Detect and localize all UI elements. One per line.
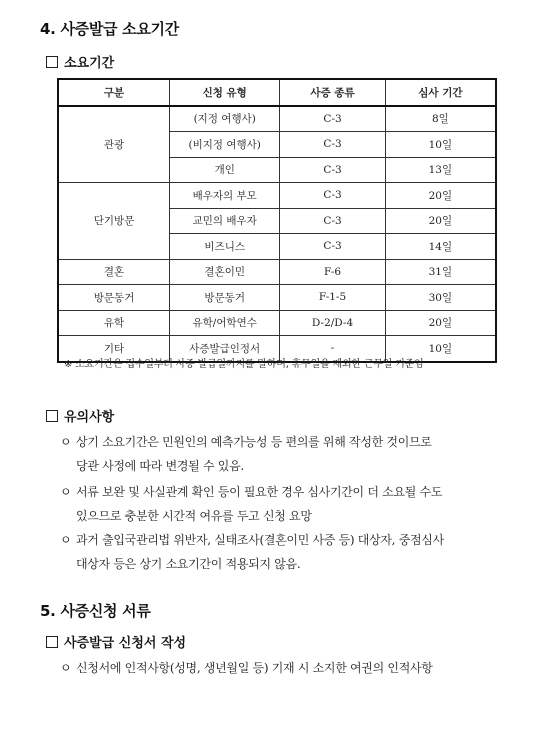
section-4-title: 4. 사증발급 소요기간 — [40, 20, 179, 38]
notice-text-line2: 있으므로 충분한 시간적 여유를 두고 신청 요망 — [76, 509, 312, 523]
notice-item — [60, 528, 520, 576]
table-row — [58, 106, 496, 132]
table-row — [58, 285, 496, 311]
category-cell: 관광 — [58, 106, 170, 183]
type-cell: 사증발급인정서 — [170, 336, 280, 362]
bullet-circle-icon: ㅇ — [60, 533, 72, 547]
period-cell: 10일 — [385, 336, 496, 362]
type-cell: 비즈니스 — [170, 234, 280, 260]
visa-cell: D-2/D-4 — [280, 310, 385, 336]
application-form-subtitle — [46, 632, 186, 651]
visa-cell: F-6 — [280, 259, 385, 285]
processing-period-table — [57, 78, 497, 363]
type-cell: 유학/어학연수 — [170, 310, 280, 336]
header-application-type: 신청 유형 — [170, 79, 280, 106]
form-instruction-item — [60, 656, 520, 680]
visa-cell: C-3 — [280, 183, 385, 209]
type-cell: 배우자의 부모 — [170, 183, 280, 209]
bullet-circle-icon: ㅇ — [60, 485, 72, 499]
period-cell: 30일 — [385, 285, 496, 311]
type-cell: (비지정 여행사) — [170, 132, 280, 158]
notice-text-line1: 서류 보완 및 사실관계 확인 등이 필요한 경우 심사기간이 더 소요될 수도 — [76, 485, 443, 499]
header-review-period: 심사 기간 — [385, 79, 496, 106]
section-5-title: 5. 사증신청 서류 — [40, 602, 151, 620]
bullet-circle-icon: ㅇ — [60, 661, 72, 675]
visa-cell: C-3 — [280, 234, 385, 260]
period-cell: 8일 — [385, 106, 496, 132]
category-cell: 단기방문 — [58, 183, 170, 260]
category-cell: 유학 — [58, 310, 170, 336]
subtitle-text: 유의사항 — [64, 410, 115, 425]
visa-cell: F-1-5 — [280, 285, 385, 311]
period-cell: 20일 — [385, 310, 496, 336]
type-cell: 방문동거 — [170, 285, 280, 311]
bullet-circle-icon: ㅇ — [60, 435, 72, 449]
subtitle-text: 소요기간 — [64, 56, 115, 71]
table-row — [58, 310, 496, 336]
notice-text-line1: 과거 출입국관리법 위반자, 실태조사(결혼이민 사증 등) 대상자, 중점심사 — [76, 533, 444, 547]
table-header-row — [58, 79, 496, 106]
checkbox-square-icon — [46, 56, 58, 68]
notice-subtitle — [46, 406, 114, 425]
checkbox-square-icon — [46, 636, 58, 648]
notice-text-line2: 당관 사정에 따라 변경될 수 있음. — [76, 459, 244, 473]
notice-item — [60, 430, 520, 478]
notice-item — [60, 480, 520, 528]
header-category: 구분 — [58, 79, 170, 106]
visa-cell: C-3 — [280, 106, 385, 132]
period-cell: 10일 — [385, 132, 496, 158]
visa-cell: C-3 — [280, 208, 385, 234]
header-visa-type: 사증 종류 — [280, 79, 385, 106]
type-cell: 교민의 배우자 — [170, 208, 280, 234]
visa-cell: C-3 — [280, 132, 385, 158]
notice-text-line2: 대상자 등은 상기 소요기간이 적용되지 않음. — [76, 557, 301, 571]
subtitle-text: 사증발급 신청서 작성 — [64, 636, 187, 651]
notice-text-line1: 상기 소요기간은 민원인의 예측가능성 등 편의를 위해 작성한 것이므로 — [76, 435, 432, 449]
period-cell: 20일 — [385, 208, 496, 234]
processing-period-subtitle — [46, 52, 114, 71]
type-cell: (지정 여행사) — [170, 106, 280, 132]
type-cell: 결혼이민 — [170, 259, 280, 285]
visa-cell: - — [280, 336, 385, 362]
type-cell: 개인 — [170, 157, 280, 183]
category-cell: 기타 — [58, 336, 170, 362]
category-cell: 방문동거 — [58, 285, 170, 311]
visa-cell: C-3 — [280, 157, 385, 183]
period-cell: 13일 — [385, 157, 496, 183]
checkbox-square-icon — [46, 410, 58, 422]
instruction-text-line1: 신청서에 인적사항(성명, 생년월일 등) 기재 시 소지한 여권의 인적사항 — [76, 661, 433, 675]
category-cell: 결혼 — [58, 259, 170, 285]
table-footnote: ※ 소요기간은 접수일부터 사증 발급일까지를 말하며, 휴무일을 제외한 근무일 기준임 — [64, 359, 424, 370]
period-cell: 14일 — [385, 234, 496, 260]
table-row — [58, 183, 496, 209]
period-cell: 20일 — [385, 183, 496, 209]
period-cell: 31일 — [385, 259, 496, 285]
table-row — [58, 259, 496, 285]
